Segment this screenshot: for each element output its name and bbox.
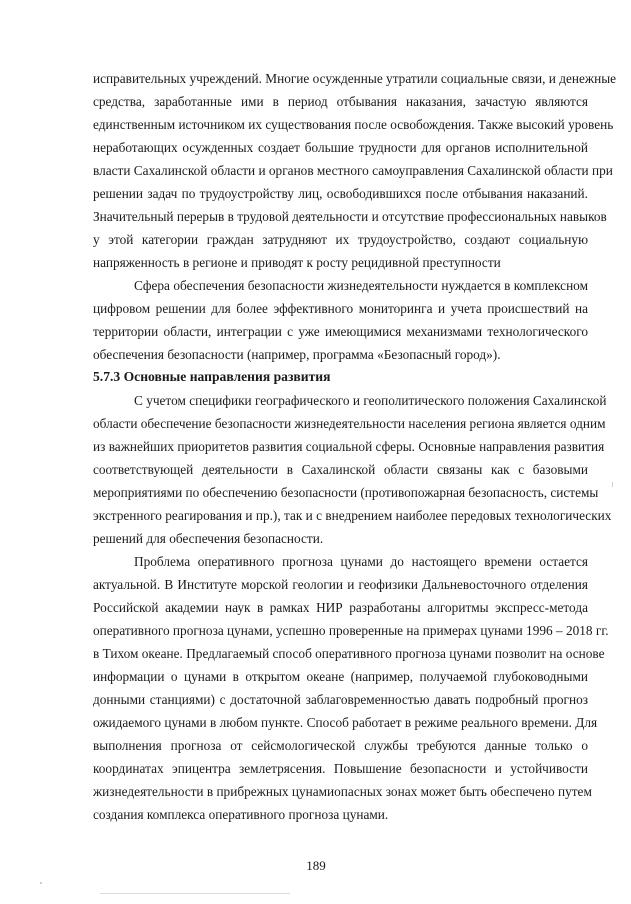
text-line: единственным источником их существования после освобождения. Также высокий уровень — [93, 117, 614, 132]
text-line: Сфера обеспечения безопасности жизнедеятельности нуждается в комплексном — [134, 278, 588, 293]
text-line: решении задач по трудоустройству лиц, освободившихся после отбывания наказаний. — [93, 186, 588, 201]
text-line: области обеспечение безопасности жизнедеятельности населения региона является одним — [93, 416, 606, 431]
text-line: обеспечения безопасности (например, программа «Безопасный город»). — [93, 347, 501, 362]
section-heading: 5.7.3 Основные направления развития — [93, 369, 331, 384]
text-line: решений для обеспечения безопасности. — [93, 531, 324, 546]
text-line: соответствующей деятельности в Сахалинской области связаны как с базовыми — [93, 462, 588, 477]
text-line: мероприятиями по обеспечению безопасности (противопожарная безопасность, системы — [93, 485, 599, 500]
scan-artifact — [612, 482, 613, 487]
text-line: создания комплекса оперативного прогноза цунами. — [93, 807, 389, 822]
text-line: выполнения прогноза от сейсмологической службы требуются данные только о — [93, 738, 588, 753]
text-line: жизнедеятельности в прибрежных цунамиопасных зонах может быть обеспечено путем — [93, 784, 592, 799]
text-line: Проблема оперативного прогноза цунами до настоящего времени остается — [134, 554, 588, 569]
text-line: неработающих осужденных создает большие трудности для органов исполнительной — [93, 140, 588, 155]
text-line: территории области, интеграции с уже имеющимися механизмами технологического — [93, 324, 588, 339]
text-line: актуальной. В Институте морской геологии и геофизики Дальневосточного отделения — [93, 577, 588, 592]
page-number: 189 — [306, 858, 326, 873]
text-line: экстренного реагирования и пр.), так и с внедрением наиболее передовых технологических — [93, 508, 612, 523]
text-line: у этой категории граждан затрудняют их трудоустройство, создают социальную — [93, 232, 588, 247]
scan-artifact — [100, 893, 290, 894]
text-line: из важнейших приоритетов развития социальной сферы. Основные направления развития — [93, 439, 605, 454]
text-line: цифровом решении для более эффективного мониторинга и учета происшествий на — [93, 301, 588, 316]
text-line: исправительных учреждений. Многие осужденные утратили социальные связи, и денежные — [93, 71, 617, 86]
text-line: напряженность в регионе и приводят к росту рецидивной преступности — [93, 255, 501, 270]
text-line: ожидаемого цунами в любом пункте. Способ работает в режиме реального времени. Для — [93, 715, 598, 730]
text-line: Значительный перерыв в трудовой деятельности и отсутствие профессиональных навыков — [93, 209, 607, 224]
text-line: оперативного прогноза цунами, успешно проверенные на примерах цунами 1996 – 2018 гг. — [93, 623, 609, 638]
text-line: информации о цунами в открытом океане (например, получаемой глубоководными — [93, 669, 588, 684]
text-line: координатах эпицентра землетрясения. Повышение безопасности и устойчивости — [93, 761, 588, 776]
text-line: в Тихом океане. Предлагаемый способ оперативного прогноза цунами позволит на основе — [93, 646, 605, 661]
text-line: средства, заработанные ими в период отбывания наказания, зачастую являются — [93, 94, 588, 109]
text-line: С учетом специфики географического и геополитического положения Сахалинской — [134, 393, 607, 408]
text-line: донными станциями) с достаточной заблаговременностью давать подробный прогноз — [93, 692, 588, 707]
text-line: власти Сахалинской области и органов местного самоуправления Сахалинской области при — [93, 163, 613, 178]
scan-artifact — [40, 882, 42, 884]
text-line: Российской академии наук в рамках НИР разработаны алгоритмы экспресс-метода — [93, 600, 588, 615]
